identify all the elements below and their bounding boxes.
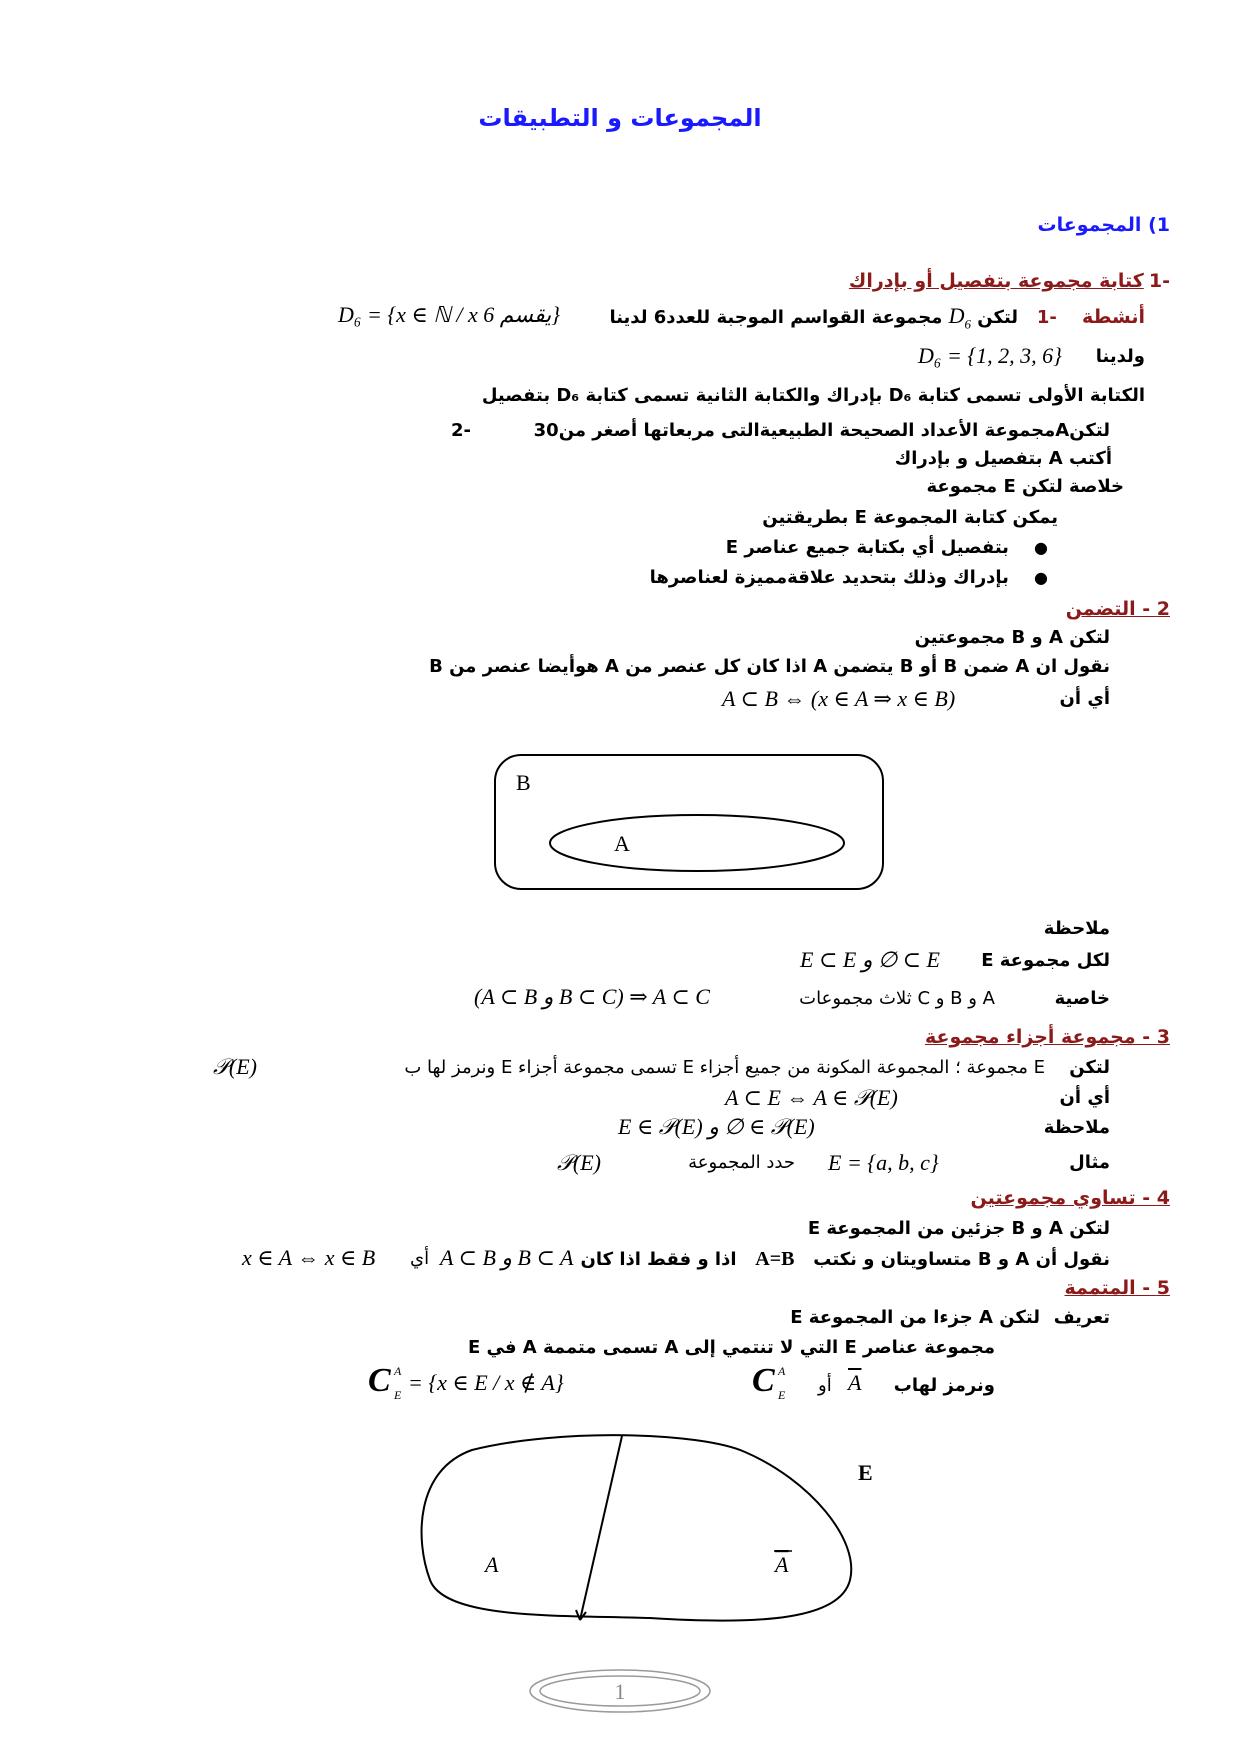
writing-explanation: الكتابة الأولى تسمى كتابة D₆ بإدراك والكتابة الثانية تسمى كتابة D₆ بتفصيل <box>481 385 1145 406</box>
set-a-boundary <box>550 815 844 871</box>
d6-comprehension-formula: D₆ = {x ∈ ℕ / x يقسم 6} <box>338 302 561 327</box>
equality-condition: A ⊂ B و B ⊂ A <box>440 1245 574 1270</box>
example-instruction: حدد المجموعة <box>688 1152 795 1173</box>
c-subscript: E <box>778 1388 786 1402</box>
section-3-heading: 3 - مجموعة أجزاء مجموعة <box>924 1026 1170 1048</box>
equality-elementwise: x ∈ A ⇔ x ∈ B <box>242 1245 376 1270</box>
activity-number: -1 <box>1036 307 1057 328</box>
set-symbol-d6: $D_6$ <box>948 303 972 332</box>
part-a-label: A <box>485 1552 499 1577</box>
set-a-label: A <box>614 831 630 856</box>
s4-ie: أي <box>410 1248 430 1269</box>
activity-1-line <box>609 303 1145 332</box>
conclusion-line: خلاصة لتكن E مجموعة <box>926 476 1124 497</box>
page-number: 1 <box>614 1679 626 1704</box>
inclusion-venn-diagram <box>490 750 890 894</box>
s2-let-line: لتكن A و B مجموعتين <box>914 627 1110 648</box>
activity-2-number: -2 <box>450 420 471 441</box>
bullet-text: بتفصيل أي بكتابة جميع عناصر E <box>725 537 1009 558</box>
complement-definition-formula: = {x ∈ E / x ∉ A} <box>408 1370 564 1395</box>
complement-bar-symbol <box>848 1370 861 1396</box>
property-label: خاصية <box>1054 988 1110 1009</box>
section-2-heading: 2 - التضمن <box>1065 598 1170 620</box>
s4-say: نقول أن A و B متساويتان و نكتب <box>813 1249 1110 1270</box>
s3-let-label: لتكن <box>1069 1057 1110 1078</box>
c-letter: C <box>368 1362 391 1399</box>
power-set-notation: 𝒫(E) <box>213 1054 257 1079</box>
set-e-label: E <box>858 1460 873 1485</box>
can-write-line: يمكن كتابة المجموعة E بطريقتين <box>762 507 1058 528</box>
subsection-label: كتابة مجموعة بتفصيل أو بإدراك <box>848 270 1144 292</box>
complement-label: A <box>775 1552 789 1577</box>
example-label: مثال <box>1069 1152 1110 1173</box>
section-5-heading: 5 - المتممة <box>1064 1277 1170 1299</box>
inclusion-formula: A ⊂ B ⇔ (x ∈ A ⇒ x ∈ B) <box>722 686 956 711</box>
set-b-label: B <box>516 770 531 795</box>
a-bar: $\overline{A}$ <box>848 1370 862 1395</box>
d6-extension-formula: D₆ = {1, 2, 3, 6} <box>918 343 1062 368</box>
complement-definition: مجموعة عناصر E التي لا تنتمي إلى A تسمى متممة A في E <box>467 1337 995 1358</box>
complement-formula-symbol <box>368 1362 402 1402</box>
activity-text-c: لدينا <box>609 307 648 328</box>
subsection-number: -1 <box>1148 270 1170 292</box>
c-letter: C <box>752 1362 775 1399</box>
c-superscript: A <box>394 1364 402 1378</box>
complement-diagram <box>400 1430 880 1630</box>
activity-text-b: مجموعة القواسم الموجبة للعدد <box>666 307 943 328</box>
power-set-membership-formula: A ⊂ E ⇔ A ∈ 𝒫(E) <box>725 1085 898 1110</box>
we-have-line <box>1096 346 1145 367</box>
s4-iff: اذا و فقط اذا كان <box>580 1249 737 1270</box>
subsection-1-1-heading <box>849 270 1170 292</box>
note-text: لكل مجموعة E <box>981 950 1110 971</box>
activity-label: أنشطة <box>1081 306 1145 328</box>
note-formula: E ⊂ E و ∅ ⊂ E <box>800 947 940 972</box>
page-title: المجموعات و التطبيقات <box>478 104 762 132</box>
set-e-boundary <box>422 1435 852 1620</box>
activity-number-six: 6 <box>653 307 667 328</box>
set-b-boundary <box>495 755 883 889</box>
example-set: E = {a, b, c} <box>828 1150 939 1175</box>
bullet-dot-icon: ● <box>1034 538 1048 557</box>
complement-c-symbol <box>752 1362 786 1402</box>
bullet-text: بإدراك وذلك بتحديد علاقةمميزة لعناصرها <box>649 567 1009 588</box>
s4-definition <box>580 1248 1110 1271</box>
definition-label: تعريف <box>1053 1307 1110 1328</box>
c-subscript: E <box>394 1388 402 1402</box>
or-word: أو <box>818 1375 832 1396</box>
s3-note-label: ملاحظة <box>1043 1117 1110 1138</box>
s2-definition: نقول ان A ضمن B أو B يتضمن A اذا كان كل عنصر من A هوأيضا عنصر من B <box>429 656 1110 677</box>
activity-2-text: لتكنAمجموعة الأعداد الصحيحة الطبيعيةالتى مربعاتها أصغر من30 <box>533 420 1110 441</box>
partition-line <box>580 1436 622 1620</box>
property-text: A و B و C ثلاث مجموعات <box>799 988 995 1009</box>
section-label: المجموعات <box>1037 214 1142 236</box>
activity-2-line <box>451 420 1110 441</box>
s3-definition: E مجموعة ؛ المجموعة المكونة من جميع أجزاء E تسمى مجموعة أجزاء E ونرمز لها ب <box>404 1057 1045 1078</box>
activity-text-a: لتكن <box>977 307 1019 328</box>
s3-note-formula: E ∈ 𝒫(E) و ∅ ∈ 𝒫(E) <box>618 1114 815 1139</box>
bullet-item <box>650 567 1048 588</box>
c-superscript: A <box>778 1364 786 1378</box>
complement-notation-label: ونرمز لهاب <box>893 1375 995 1396</box>
note-label: ملاحظة <box>1043 918 1110 939</box>
section-4-heading: 4 - تساوي مجموعتين <box>970 1187 1170 1209</box>
s4-let-line: لتكن A و B جزئين من المجموعة E <box>807 1218 1110 1239</box>
equality-symbol: A=B <box>755 1248 795 1270</box>
we-have-label: ولدينا <box>1095 346 1145 367</box>
bullet-dot-icon: ● <box>1034 568 1048 587</box>
s3-ie-label: أي أن <box>1059 1087 1110 1108</box>
page-number-ornament <box>525 1665 715 1717</box>
section-1-heading <box>1038 214 1170 236</box>
section-number: 1) <box>1148 214 1170 236</box>
example-target: 𝒫(E) <box>557 1150 601 1175</box>
bullet-item <box>726 537 1048 558</box>
s2-ie-label: أي أن <box>1059 688 1110 709</box>
write-a-instruction: أكتب A بتفصيل و بإدراك <box>894 448 1112 469</box>
transitivity-formula: (A ⊂ B و B ⊂ C) ⇒ A ⊂ C <box>474 984 710 1009</box>
s5-let-line: لتكن A جزءا من المجموعة E <box>790 1307 1040 1328</box>
